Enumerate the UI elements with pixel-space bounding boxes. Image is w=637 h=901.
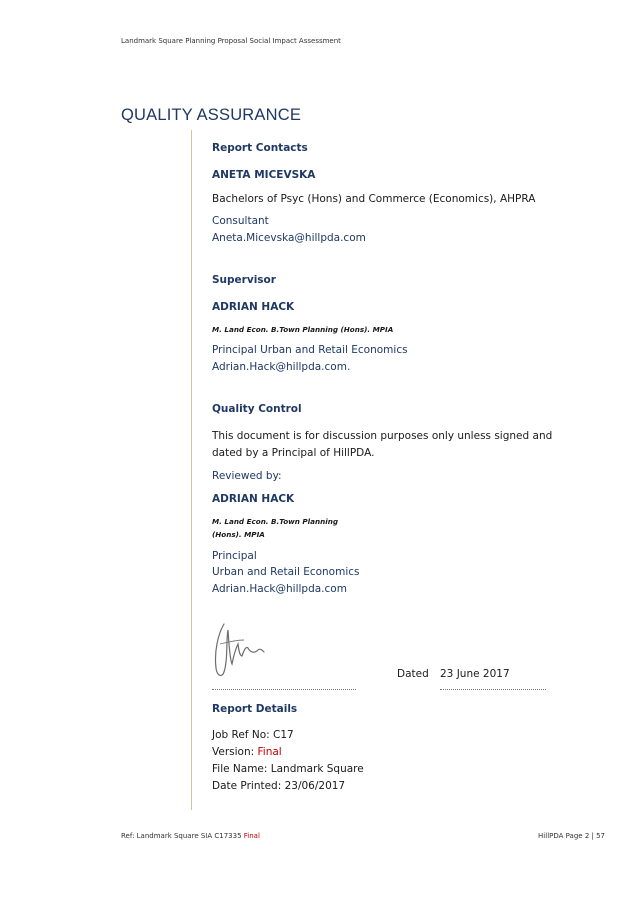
version-value: Final xyxy=(257,746,282,758)
date-printed: Date Printed: 23/06/2017 xyxy=(212,780,346,792)
contact-qualifications: Bachelors of Psyc (Hons) and Commerce (Economics), AHPRA xyxy=(212,193,536,205)
footer-page-number: HillPDA Page 2 | 57 xyxy=(538,832,605,840)
version-label: Version: xyxy=(212,746,255,758)
report-details-heading: Report Details xyxy=(212,703,298,715)
reviewer-role-line1: Principal xyxy=(212,550,257,562)
reviewer-email[interactable]: Adrian.Hack@hillpda.com xyxy=(212,583,347,595)
signoff-date: 23 June 2017 xyxy=(440,668,510,680)
reviewer-role-line2: Urban and Retail Economics xyxy=(212,566,360,578)
file-name: File Name: Landmark Square xyxy=(212,763,364,775)
job-ref: Job Ref No: C17 xyxy=(212,729,294,741)
reviewer-qualifications-line2: (Hons). MPIA xyxy=(212,530,265,539)
contact-name: ANETA MICEVSKA xyxy=(212,169,316,181)
supervisor-qualifications: M. Land Econ. B.Town Planning (Hons). MPIA xyxy=(212,325,394,334)
signature-image xyxy=(210,620,270,680)
report-contacts-heading: Report Contacts xyxy=(212,142,308,154)
qc-statement-line2: dated by a Principal of HillPDA. xyxy=(212,447,375,459)
reviewer-name: ADRIAN HACK xyxy=(212,493,295,505)
footer-ref-text: Ref: Landmark Square SIA C17335 xyxy=(121,832,242,840)
version-row xyxy=(212,746,282,758)
date-line xyxy=(440,689,546,690)
footer-ref-status: Final xyxy=(243,832,260,840)
supervisor-heading: Supervisor xyxy=(212,274,276,286)
contact-email[interactable]: Aneta.Micevska@hillpda.com xyxy=(212,232,366,244)
page-title: QUALITY ASSURANCE xyxy=(121,106,302,124)
margin-rule xyxy=(191,130,192,810)
dated-label: Dated xyxy=(397,668,429,680)
reviewed-by-label: Reviewed by: xyxy=(212,470,282,482)
running-header: Landmark Square Planning Proposal Social Impact Assessment xyxy=(121,37,341,45)
supervisor-email[interactable]: Adrian.Hack@hillpda.com. xyxy=(212,361,351,373)
signature-line xyxy=(212,689,356,690)
reviewer-qualifications-line1: M. Land Econ. B.Town Planning xyxy=(212,517,338,526)
contact-role: Consultant xyxy=(212,215,269,227)
footer-ref xyxy=(121,832,260,840)
supervisor-role: Principal Urban and Retail Economics xyxy=(212,344,408,356)
quality-control-heading: Quality Control xyxy=(212,403,302,415)
supervisor-name: ADRIAN HACK xyxy=(212,301,295,313)
qc-statement-line1: This document is for discussion purposes only unless signed and xyxy=(212,430,553,442)
